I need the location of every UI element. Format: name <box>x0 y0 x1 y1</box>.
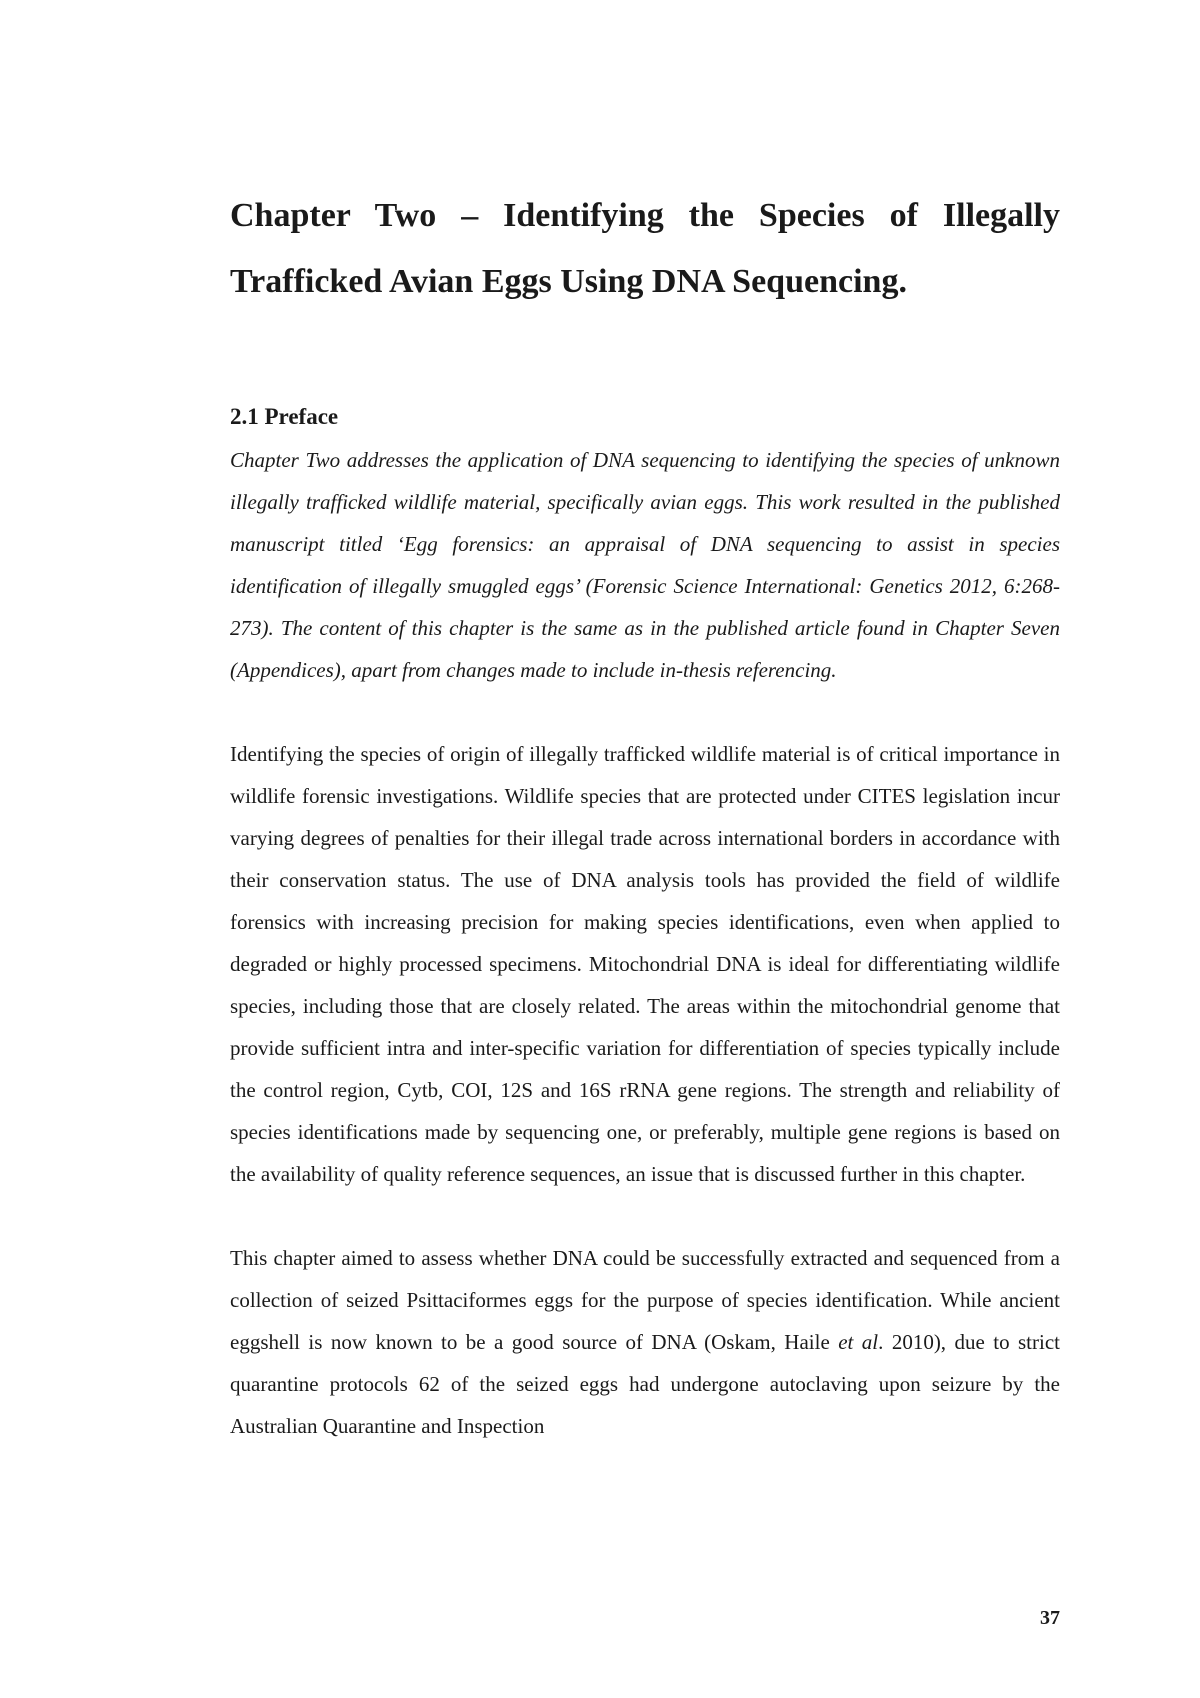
chapter-title: Chapter Two – Identifying the Species of Illegally Trafficked Avian Eggs Using DNA Sequencing. <box>230 197 1060 300</box>
page-content <box>230 183 1060 1447</box>
paragraph-2-italic-citation: et al <box>838 1330 879 1354</box>
paragraph-2-text-end: . 2010), due to strict quarantine protocols 62 of the seized eggs had undergone autoclaving upon seizure by the Australian Quarantine and Inspection <box>230 1330 1060 1438</box>
preface-paragraph: Chapter Two addresses the application of DNA sequencing to identifying the species of unknown illegally trafficked wildlife material, specifically avian eggs. This work resulted in the published manuscript titled ‘Egg forensics: an appraisal of DNA sequencing to assist in species identification of illegally smuggled eggs’ (Forensic Science International: Genetics 2012, 6:268-273). The content of this chapter is the same as in the published article found in Chapter Seven (Appendices), apart from changes made to include in-thesis referencing. <box>230 448 1060 682</box>
paragraph-2-text-start: This chapter aimed to assess whether DNA could be successfully extracted and sequenced from a collection of seized Psittaciformes eggs for the purpose of species identification. While ancient eggshell is now known to be a good source of DNA (Oskam, Haile <box>230 1246 1060 1354</box>
body-paragraph-2 <box>230 1237 1060 1447</box>
section-heading: 2.1 Preface <box>230 404 339 429</box>
body-paragraph-1: Identifying the species of origin of illegally trafficked wildlife material is of critical importance in wildlife forensic investigations. Wildlife species that are protected under CITES legislation incur varying degrees of penalties for their illegal trade across international borders in accordance with their conservation status. The use of DNA analysis tools has provided the field of wildlife forensics with increasing precision for making species identifications, even when applied to degraded or highly processed specimens. Mitochondrial DNA is ideal for differentiating wildlife species, including those that are closely related. The areas within the mitochondrial genome that provide sufficient intra and inter-specific variation for differentiation of species typically include the control region, Cytb, COI, 12S and 16S rRNA gene regions. The strength and reliability of species identifications made by sequencing one, or preferably, multiple gene regions is based on the availability of quality reference sequences, an issue that is discussed further in this chapter. <box>230 742 1060 1186</box>
page-number: 37 <box>1040 1607 1060 1629</box>
